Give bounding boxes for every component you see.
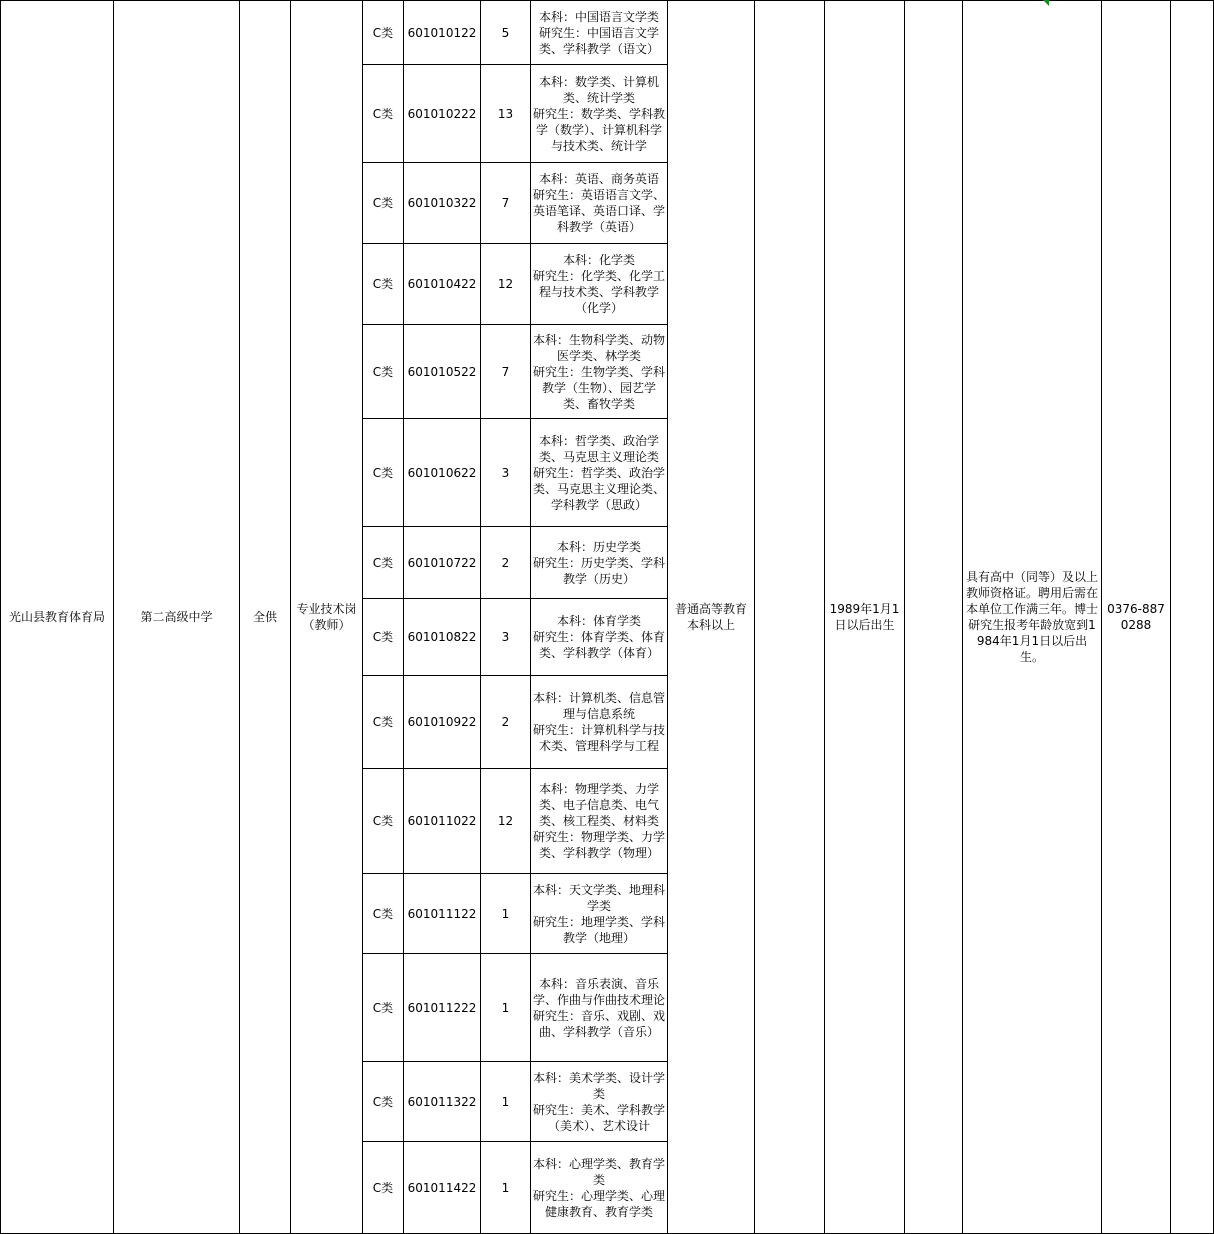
hire-count-cell: 7: [481, 325, 531, 419]
major-requirement-cell: [531, 1, 668, 65]
major-line: 研究生：音乐、戏剧、戏曲、学科教学（音乐）: [533, 1008, 666, 1039]
degree-cell: [755, 1, 825, 1234]
post-category-cell: 专业技术岗（教师）: [291, 1, 363, 1234]
hire-count-cell: 7: [481, 163, 531, 244]
contact-phone-cell: 0376-8870288: [1102, 1, 1171, 1234]
major-line: 本科：计算机类、信息管理与信息系统: [533, 691, 666, 721]
gender-cell: [905, 1, 963, 1234]
major-line: 本科：体育学类: [556, 614, 641, 628]
exam-class-cell: C类: [363, 954, 404, 1062]
hire-count-cell: 1: [481, 1142, 531, 1234]
major-line: 研究生：中国语言文学类、学科教学（语文）: [538, 25, 659, 56]
education-cell: 普通高等教育本科以上: [668, 1, 755, 1234]
major-requirement-cell: [531, 676, 668, 769]
blank-cell: [1171, 1, 1214, 1234]
position-code-cell: 601010822: [404, 599, 481, 676]
position-code-cell: 601011022: [404, 769, 481, 874]
exam-class-cell: C类: [363, 599, 404, 676]
exam-class-cell: C类: [363, 527, 404, 599]
major-requirement-cell: [531, 419, 668, 527]
hire-count-cell: 1: [481, 1062, 531, 1142]
exam-class-cell: C类: [363, 874, 404, 954]
position-code-cell: 601010522: [404, 325, 481, 419]
major-line: 研究生：心理学类、心理健康教育、教育学类: [533, 1188, 666, 1219]
major-requirement-cell: [531, 163, 668, 244]
major-requirement-cell: [531, 325, 668, 419]
major-line: 研究生：化学类、化学工程与技术类、学科教学（化学）: [533, 269, 666, 315]
major-line: 本科：历史学类: [556, 539, 641, 554]
major-requirement-cell: [531, 244, 668, 325]
major-line: 研究生：生物学类、学科教学（生物）、园艺学类、畜牧学类: [533, 364, 666, 411]
position-code-cell: 601010222: [404, 65, 481, 163]
employer-cell: 光山县教育体育局: [1, 1, 114, 1234]
major-line: 本科：物理学类、力学类、电子信息类、电气类、核工程类、材料类: [538, 782, 659, 828]
position-code-cell: 601010322: [404, 163, 481, 244]
major-requirement-cell: [531, 1142, 668, 1234]
exam-class-cell: C类: [363, 419, 404, 527]
major-line: 研究生：美术、学科教学（美术）、艺术设计: [533, 1102, 666, 1133]
major-line: 本科：心理学类、教育学类: [533, 1156, 666, 1187]
exam-class-cell: C类: [363, 769, 404, 874]
position-code-cell: 601010422: [404, 244, 481, 325]
exam-class-cell: C类: [363, 244, 404, 325]
other-conditions-cell: 具有高中（同等）及以上教师资格证。聘用后需在本单位工作满三年。博士研究生报考年龄放宽到1984年1月1日以后出生。: [963, 1, 1102, 1234]
major-requirement-cell: [531, 769, 668, 874]
major-line: 本科：音乐表演、音乐学、作曲与作曲技术理论: [533, 976, 666, 1007]
position-code-cell: 601011322: [404, 1062, 481, 1142]
funding-cell: 全供: [240, 1, 291, 1234]
major-line: 本科：美术学类、设计学类: [533, 1070, 666, 1101]
hire-count-cell: 2: [481, 676, 531, 769]
major-line: 本科：哲学类、政治学类、马克思主义理论类: [538, 433, 659, 464]
major-line: 研究生：地理学类、学科教学（地理）: [533, 914, 666, 945]
position-code-cell: 601010622: [404, 419, 481, 527]
hire-count-cell: 12: [481, 769, 531, 874]
exam-class-cell: C类: [363, 676, 404, 769]
exam-class-cell: C类: [363, 325, 404, 419]
table-row: [1, 1, 1214, 65]
position-code-cell: 601010122: [404, 1, 481, 65]
major-requirement-cell: [531, 954, 668, 1062]
major-line: 本科：生物科学类、动物医学类、林学类: [533, 332, 666, 363]
major-line: 本科：英语、商务英语: [538, 172, 659, 186]
position-code-cell: 601010922: [404, 676, 481, 769]
cell-comment-marker: [1043, 0, 1049, 6]
hire-count-cell: 12: [481, 244, 531, 325]
hire-count-cell: 3: [481, 599, 531, 676]
position-code-cell: 601011422: [404, 1142, 481, 1234]
position-code-cell: 601011222: [404, 954, 481, 1062]
exam-class-cell: C类: [363, 1142, 404, 1234]
unit-cell: 第二高级中学: [114, 1, 240, 1234]
major-line: 本科：中国语言文学类: [538, 9, 659, 24]
major-line: 研究生：计算机科学与技术类、管理科学与工程: [533, 723, 666, 753]
exam-class-cell: C类: [363, 1, 404, 65]
hire-count-cell: 1: [481, 954, 531, 1062]
major-line: 本科：数学类、计算机类、统计学类: [538, 74, 659, 105]
position-code-cell: 601011122: [404, 874, 481, 954]
position-code-cell: 601010722: [404, 527, 481, 599]
major-requirement-cell: [531, 874, 668, 954]
hire-count-cell: 3: [481, 419, 531, 527]
major-requirement-cell: [531, 1062, 668, 1142]
exam-class-cell: C类: [363, 1062, 404, 1142]
exam-class-cell: C类: [363, 65, 404, 163]
hire-count-cell: 5: [481, 1, 531, 65]
major-line: 研究生：哲学类、政治学类、马克思主义理论类、学科教学（思政）: [533, 465, 666, 512]
major-line: 研究生：数学类、学科教学（数学）、计算机科学与技术类、统计学: [533, 106, 666, 153]
major-line: 本科：天文学类、地理科学类: [533, 882, 666, 913]
major-line: 研究生：英语语言文学、英语笔译、英语口译、学科教学（英语）: [533, 188, 666, 234]
hire-count-cell: 1: [481, 874, 531, 954]
major-line: 研究生：物理学类、力学类、学科教学（物理）: [533, 830, 666, 860]
major-requirement-cell: [531, 65, 668, 163]
major-requirement-cell: [531, 599, 668, 676]
major-line: 本科：化学类: [562, 253, 635, 267]
age-cell: 1989年1月1日以后出生: [825, 1, 905, 1234]
major-line: 研究生：体育学类、体育类、学科教学（体育）: [533, 630, 666, 660]
hire-count-cell: 2: [481, 527, 531, 599]
hire-count-cell: 13: [481, 65, 531, 163]
major-requirement-cell: [531, 527, 668, 599]
exam-class-cell: C类: [363, 163, 404, 244]
major-line: 研究生：历史学类、学科教学（历史）: [533, 555, 666, 586]
